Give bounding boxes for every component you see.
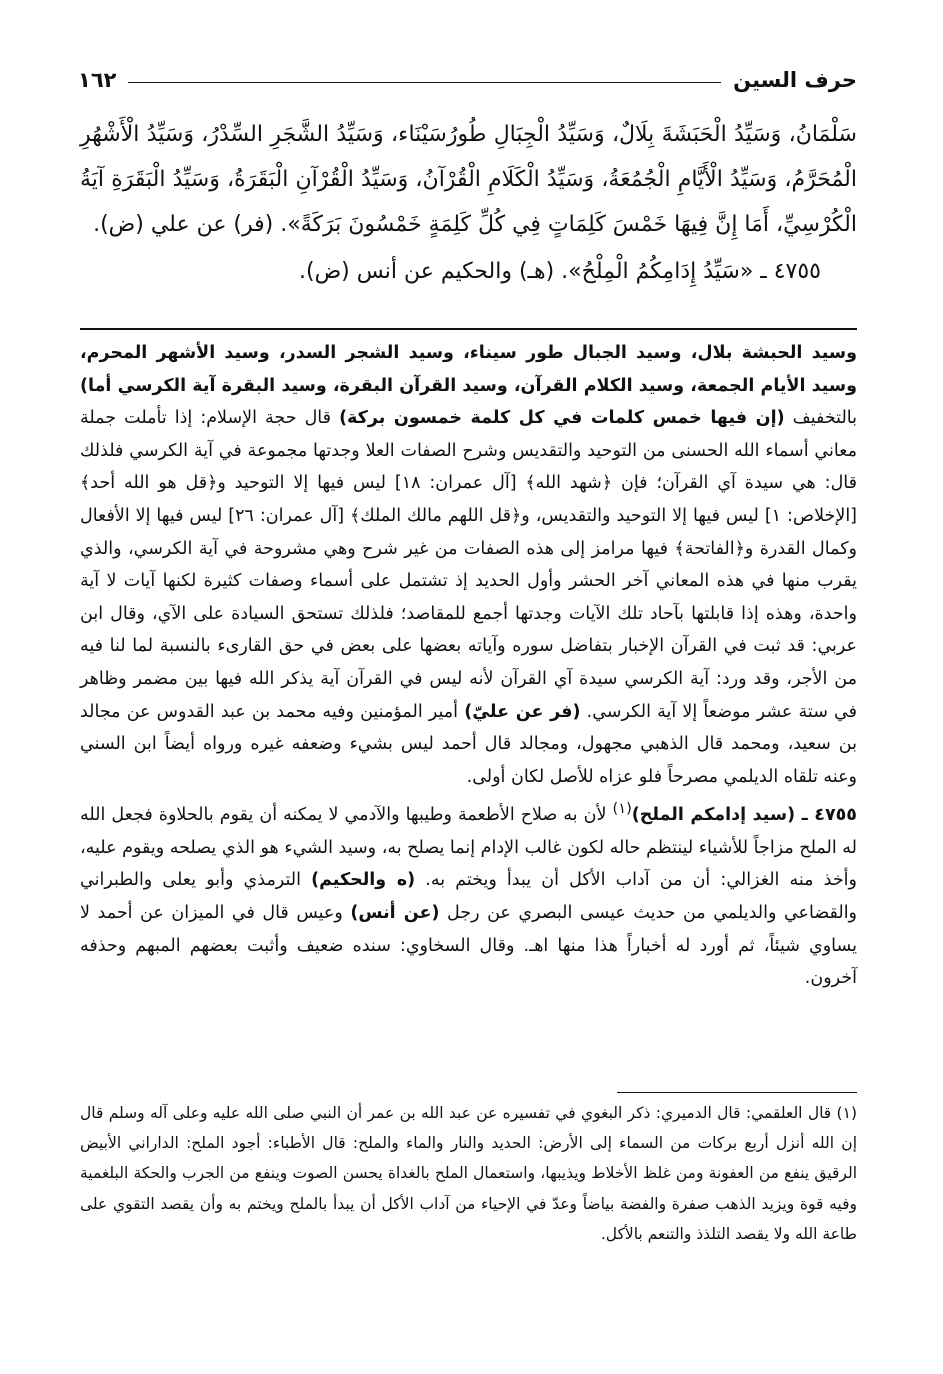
commentary-text: قال حجة الإسلام: إذا تأملت جملة معاني أسماء الله الحسنى من التوحيد والتقديس وشرح الصفات العلا وجدتها مجموعة في آية الكرسي فلذلك قال: هي سيدة آي القرآن؛ فإن ﴿شهد الله﴾ [آل عمران: ١٨] ليس فيها إلا التوحيد و﴿قل هو الله أحد﴾ [الإخلاص: ١] ليس فيها إلا التوحيد والتقديس، و﴿قل اللهم مالك الملك﴾ [آل عمران: ٢٦] ليس فيها إلا الأفعال وكمال القدرة و﴿الفاتحة﴾ فيها مرامز إلى هذه الصفات من غير شرح وهي مشروحة في آية الكرسي، والذي يقرب منها في هذه المعاني آخر الحشر وأول الحديد إذ تشتمل على أسماء وصفات كثيرة لكنها آيات لا آية واحدة، وهذه إذا قابلتها بآحاد تلك الآيات وجدتها أجمع للمقاصد؛ فلذلك تستحق السيادة على الآي، وقال ابن عربي: قد ثبت في القرآن الإخبار بتفاضل سوره وآياته بعضها على بعض في حق القارىء بالنسبة لما لنا فيه من الأجر، وقد ورد: آية الكرسي سيدة آي القرآن لأنه ليس في القرآن آية يذكر الله فيها بين مضمر وظاهر في ستة عشر موضعاً إلا آية الكرسي. [80, 408, 858, 722]
page-number: ١٦٢ [78, 68, 117, 92]
commentary-quote: وسيد الحبشة بلال، وسيد الجبال طور سيناء، وسيد الشجر السدر، وسيد الأشهر المحرم، وسيد الأيام الجمعة، وسيد الكلام القرآن، وسيد القرآن البقرة، وسيد البقرة آية الكرسي أما) [80, 343, 857, 396]
commentary-entry-heading: ٤٧٥٥ ـ (سيد إدامكم الملح) [631, 805, 857, 826]
commentary-text: الترمذي وأبو يعلى والطبراني والقضاعي والديلمي من حديث عيسى البصري عن رجل [80, 870, 858, 923]
main-divider [80, 328, 857, 330]
commentary-text: لأن به صلاح الأطعمة وطيبها والآدمي لا يمكنه أن يقوم بالحلاوة فجعل الله له الملح مزاجاً للأشياء لينتظم حاله لكون غالب الإدام إنما يصلح به، وسيد الشيء هو الذي يصلحه ويقوم عليه، وأخذ منه الغزالي: أن من آداب الأكل أن يبدأ ويختم به. [80, 805, 857, 891]
commentary-source: (فر عن عليّ) [464, 701, 581, 722]
commentary-text: بالتخفيف [784, 408, 857, 429]
hadith-text-block [80, 112, 857, 294]
commentary-source: (ه والحكيم) [311, 870, 416, 891]
commentary-text: وعيس قال في الميزان عن أحمد لا يساوي شيئاً، ثم أورد له أخباراً هذا منها اهـ. وقال السخاوي: سنده ضعيف وأثبت بعضهم المبهم وحذفه آخرون. [80, 902, 857, 989]
hadith-continuation: سَلْمَانُ، وَسَيِّدُ الْحَبَشَةَ بِلَالٌ، وَسَيِّدُ الْجِبَالِ طُورُسَيْنَاء، وَسَيِّدُ الشَّجَرِ السِّدْرُ، وَسَيِّدُ الْأَشْهُرِ الْمُحَرَّمُ، وَسَيِّدُ الْأَيَّامِ الْجُمُعَةُ، وَسَيِّدُ الْكَلَامِ الْقُرْآنُ، وَسَيِّدُ الْقُرْآنِ الْبَقَرَةُ، وَسَيِّدُ الْبَقَرَةِ آيَةُ الْكُرْسِيِّ، أَمَا إِنَّ فِيهَا خَمْسَ كَلِمَاتٍ فِي كُلِّ كَلِمَةٍ خَمْسُونَ بَرَكَةً». (فر) عن علي (ض). [80, 122, 857, 237]
commentary-quote: (إن فيها خمس كلمات في كل كلمة خمسون بركة) [339, 408, 785, 429]
footnote-divider [617, 1092, 857, 1093]
commentary-paragraph [80, 337, 857, 793]
commentary-block [80, 337, 857, 995]
footnote-marker: (١) [612, 800, 632, 818]
footnote-text: (١) قال العلقمي: قال الدميري: ذكر البغوي في تفسيره عن عبد الله بن عمر أن النبي صلى الله عليه وعلى آله وسلم قال إن الله أنزل أربع بركات من السماء إلى الأرض: الحديد والنار والماء والملح: قال الأطباء: أجود الملح: الداراني الأبيض الرقيق ينفع من العفونة ومن غلظ الأخلاط ويذيبها، واستعمال الملح بالغداة يحسن الصوت وينفع من الجرب والحكة البلغمية وفيه قوة ويزيد الذهب صفرة والفضة بياضاً وعدّ في الإحياء من آداب الأكل أن يبدأ بالملح ويختم به وأن يقصد التقوي على طاعة الله ولا يقصد التلذذ والتنعم بالأكل. [80, 1104, 857, 1243]
commentary-source: (عن أنس) [350, 902, 440, 923]
commentary-paragraph [80, 793, 857, 994]
footnote-block [80, 1098, 857, 1249]
hadith-entry-4755: ٤٧٥٥ ـ «سَيِّدُ إِدَامِكُمُ الْمِلْحُ». (هـ) والحكيم عن أنس (ض). [299, 259, 821, 284]
section-title: حرف السين [733, 68, 857, 92]
running-header [78, 58, 857, 92]
header-rule [128, 82, 721, 83]
commentary-text: أمير المؤمنين وفيه محمد بن عبد القدوس عن مجالد بن سعيد، ومحمد قال الذهبي مجهول، ومجالد قال أحمد ليس بشيء وضعفه غيره ورواه أيضاً ابن السني وعنه تلقاه الديلمي مصرحاً فلو عزاه للأصل لكان أولى. [80, 701, 857, 787]
